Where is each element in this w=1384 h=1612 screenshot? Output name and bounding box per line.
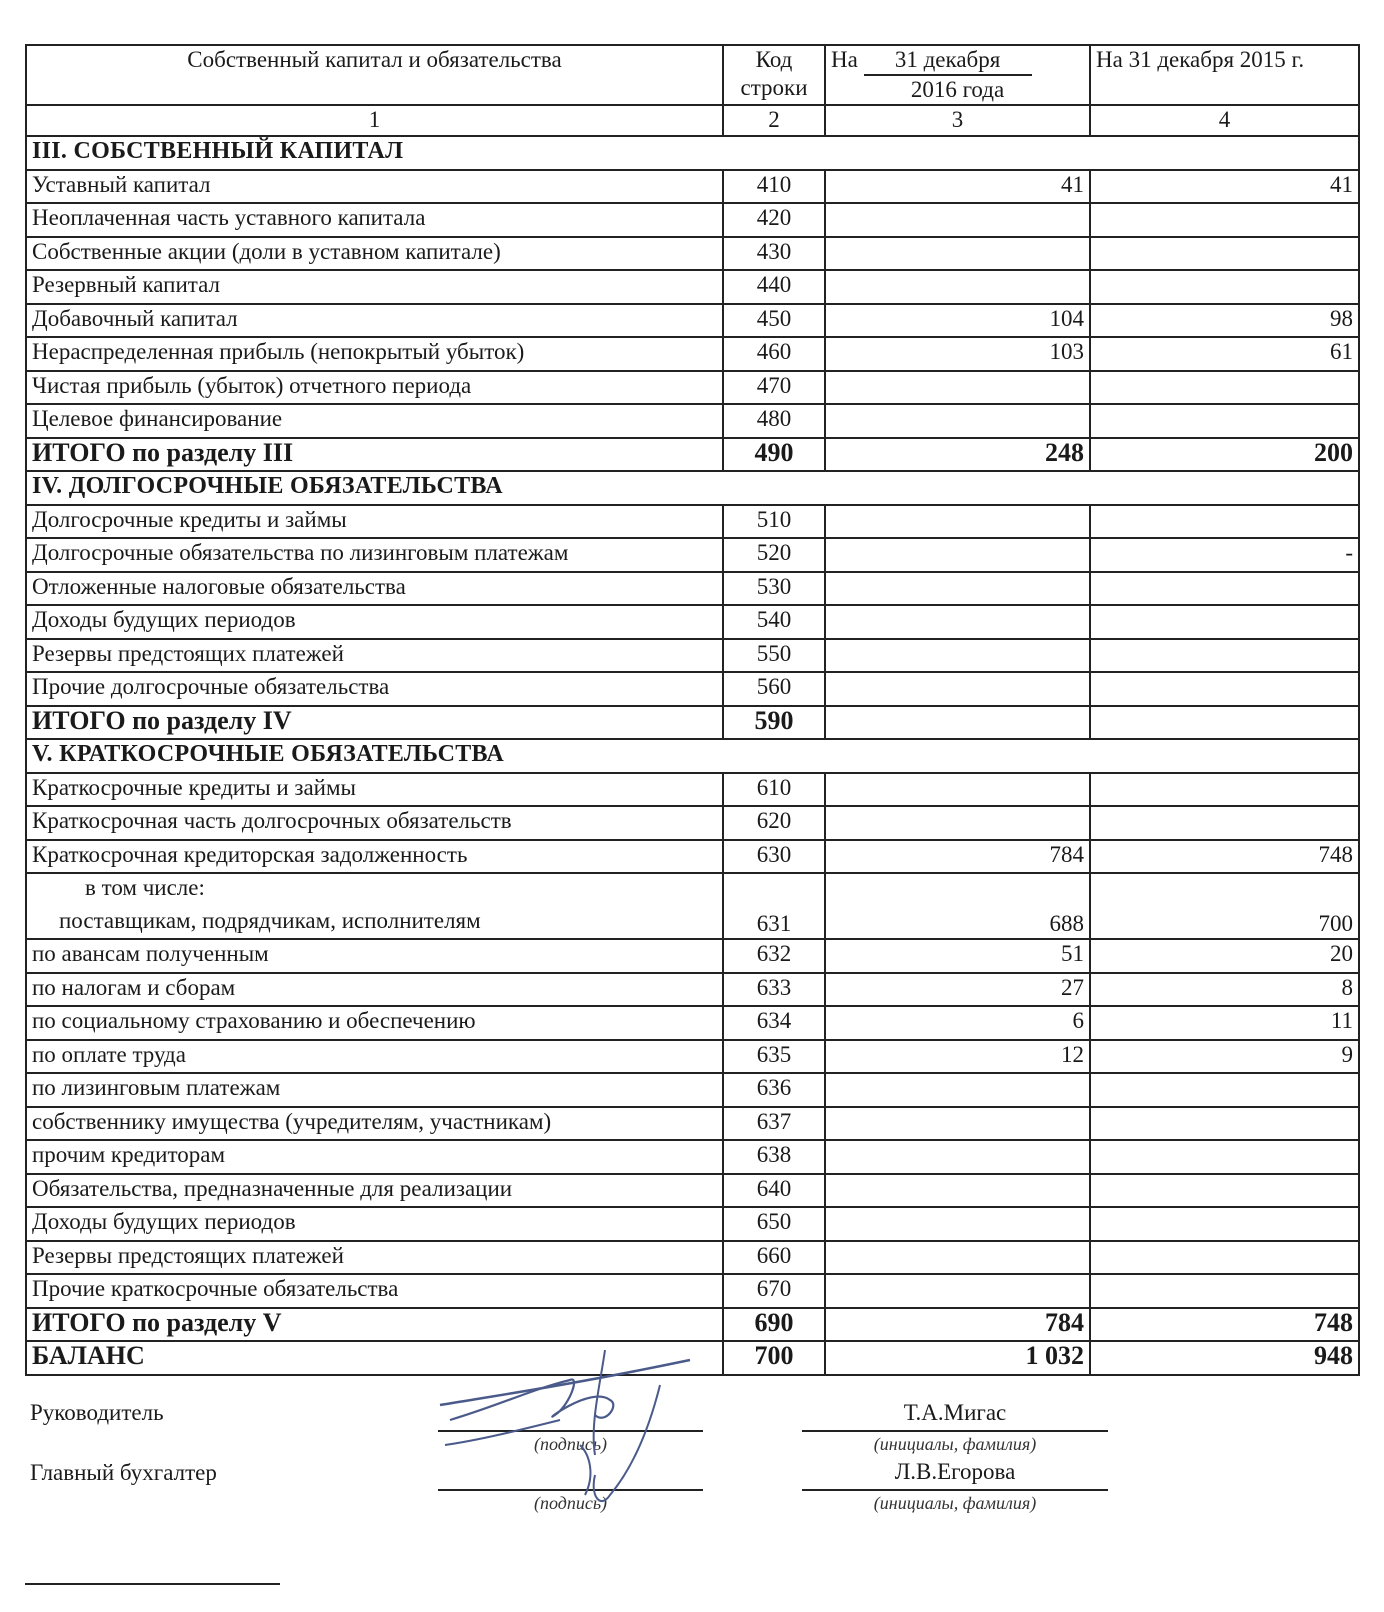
header-col-code	[723, 45, 825, 105]
table-row	[26, 1107, 1359, 1141]
row-code: 638	[723, 1140, 825, 1174]
table-row	[26, 304, 1359, 338]
row-label: по социальному страхованию и обеспечению	[26, 1006, 723, 1040]
value-2015	[1090, 1174, 1359, 1208]
value-2015	[1090, 237, 1359, 271]
head-label: Руководитель	[30, 1400, 164, 1425]
value-2016	[825, 203, 1090, 237]
value-2015: 61	[1090, 337, 1359, 371]
row-label: Резервный капитал	[26, 270, 723, 304]
row-label: Резервы предстоящих платежей	[26, 639, 723, 673]
value-2015: 9	[1090, 1040, 1359, 1074]
value-2016	[825, 672, 1090, 706]
row-label: Долгосрочные кредиты и займы	[26, 505, 723, 539]
row-code: 632	[723, 939, 825, 973]
row-code: 420	[723, 203, 825, 237]
value-2015	[1090, 672, 1359, 706]
row-code: 634	[723, 1006, 825, 1040]
table-row	[26, 1241, 1359, 1275]
value-2016: 12	[825, 1040, 1090, 1074]
row-code: 560	[723, 672, 825, 706]
section-row	[26, 471, 1359, 505]
row-label: Уставный капитал	[26, 170, 723, 204]
value-2016	[825, 505, 1090, 539]
row-code: 430	[723, 237, 825, 271]
row-label: по налогам и сборам	[26, 973, 723, 1007]
value-2015	[1090, 404, 1359, 438]
table-row	[26, 1040, 1359, 1074]
row-code: 650	[723, 1207, 825, 1241]
row-label: Доходы будущих периодов	[26, 605, 723, 639]
value-2016	[825, 404, 1090, 438]
row-label: Доходы будущих периодов	[26, 1207, 723, 1241]
accountant-name-caption: (инициалы, фамилия)	[873, 1493, 1037, 1513]
section-title: III. СОБСТВЕННЫЙ КАПИТАЛ	[26, 136, 1359, 170]
value-2015: 948	[1090, 1341, 1359, 1375]
row-code: 480	[723, 404, 825, 438]
table-row	[26, 237, 1359, 271]
row-label: Неоплаченная часть уставного капитала	[26, 203, 723, 237]
table-row	[26, 404, 1359, 438]
value-2015	[1090, 1241, 1359, 1275]
value-2016	[825, 806, 1090, 840]
value-2016: 103	[825, 337, 1090, 371]
value-2016	[825, 1107, 1090, 1141]
value-2015	[1090, 1274, 1359, 1308]
header-code-line1: Код	[755, 47, 793, 72]
value-2016	[825, 270, 1090, 304]
header-2016-prefix: На	[831, 47, 858, 72]
value-2016	[825, 1174, 1090, 1208]
row-label: собственнику имущества (учредителям, участникам)	[26, 1107, 723, 1141]
balance-table	[25, 44, 1360, 1376]
value-2015: 20	[1090, 939, 1359, 973]
index-cell: 2	[723, 105, 825, 136]
row-label: Целевое финансирование	[26, 404, 723, 438]
total-row	[26, 438, 1359, 472]
row-code: 640	[723, 1174, 825, 1208]
row-label: ИТОГО по разделу III	[26, 438, 723, 472]
table-row	[26, 1274, 1359, 1308]
value-2016: 1 032	[825, 1341, 1090, 1375]
table-row	[26, 572, 1359, 606]
value-2016: 688	[825, 873, 1090, 939]
table-body	[26, 136, 1359, 1375]
row-code: 410	[723, 170, 825, 204]
value-2015	[1090, 605, 1359, 639]
accountant-label: Главный бухгалтер	[30, 1460, 217, 1485]
row-code: 670	[723, 1274, 825, 1308]
value-2015	[1090, 706, 1359, 740]
row-code: 530	[723, 572, 825, 606]
header-2016-date: 31 декабря	[864, 46, 1032, 76]
row-code: 450	[723, 304, 825, 338]
row-code: 700	[723, 1341, 825, 1375]
row-label: Добавочный капитал	[26, 304, 723, 338]
value-2015	[1090, 806, 1359, 840]
row-label: Отложенные налоговые обязательства	[26, 572, 723, 606]
index-cell: 3	[825, 105, 1090, 136]
table-row	[26, 505, 1359, 539]
value-2016	[825, 706, 1090, 740]
value-2016: 784	[825, 1308, 1090, 1342]
footnote-line	[25, 1583, 280, 1585]
value-2016	[825, 639, 1090, 673]
row-label: ИТОГО по разделу IV	[26, 706, 723, 740]
section-title: IV. ДОЛГОСРОЧНЫЕ ОБЯЗАТЕЛЬСТВА	[26, 471, 1359, 505]
row-label: по авансам полученным	[26, 939, 723, 973]
value-2016	[825, 1274, 1090, 1308]
value-2016	[825, 605, 1090, 639]
value-2015: 8	[1090, 973, 1359, 1007]
table-row	[26, 973, 1359, 1007]
value-2016: 51	[825, 939, 1090, 973]
table-row	[26, 639, 1359, 673]
row-code: 540	[723, 605, 825, 639]
header-col-2015: На 31 декабря 2015 г.	[1090, 45, 1359, 105]
row-code: 590	[723, 706, 825, 740]
table-row	[26, 1073, 1359, 1107]
row-code: 460	[723, 337, 825, 371]
section-title: V. КРАТКОСРОЧНЫЕ ОБЯЗАТЕЛЬСТВА	[26, 739, 1359, 773]
table-row	[26, 773, 1359, 807]
header-2016-year: 2016 года	[910, 77, 1005, 102]
index-cell: 4	[1090, 105, 1359, 136]
row-code: 660	[723, 1241, 825, 1275]
value-2015	[1090, 270, 1359, 304]
row-label	[26, 873, 723, 939]
index-row	[26, 105, 1359, 136]
table-row	[26, 270, 1359, 304]
header-col-label: Собственный капитал и обязательства	[26, 45, 723, 105]
row-label: по оплате труда	[26, 1040, 723, 1074]
row-label: прочим кредиторам	[26, 1140, 723, 1174]
row-code: 631	[723, 873, 825, 939]
value-2016	[825, 1241, 1090, 1275]
value-2016	[825, 371, 1090, 405]
head-name: Т.А.Мигас	[903, 1400, 1007, 1425]
row-label: Резервы предстоящих платежей	[26, 1241, 723, 1275]
value-2015	[1090, 1207, 1359, 1241]
table-row	[26, 538, 1359, 572]
value-2015: 11	[1090, 1006, 1359, 1040]
row-code: 635	[723, 1040, 825, 1074]
value-2015	[1090, 505, 1359, 539]
head-sign-caption: (подпись)	[533, 1434, 608, 1454]
value-2016	[825, 1073, 1090, 1107]
row-label: Нераспределенная прибыль (непокрытый убыток)	[26, 337, 723, 371]
value-2015	[1090, 572, 1359, 606]
row-code: 690	[723, 1308, 825, 1342]
value-2016: 27	[825, 973, 1090, 1007]
header-col-2016	[825, 45, 1090, 105]
row-label: ИТОГО по разделу V	[26, 1308, 723, 1342]
value-2015	[1090, 639, 1359, 673]
value-2015	[1090, 1107, 1359, 1141]
total-row	[26, 706, 1359, 740]
row-code: 490	[723, 438, 825, 472]
value-2015: 748	[1090, 1308, 1359, 1342]
value-2016: 6	[825, 1006, 1090, 1040]
value-2016: 784	[825, 840, 1090, 874]
value-2015: 41	[1090, 170, 1359, 204]
row-code: 440	[723, 270, 825, 304]
row-label: Краткосрочная кредиторская задолженность	[26, 840, 723, 874]
table-row	[26, 605, 1359, 639]
row-code: 636	[723, 1073, 825, 1107]
table-row	[26, 840, 1359, 874]
row-label: Собственные акции (доли в уставном капитале)	[26, 237, 723, 271]
value-2015: 700	[1090, 873, 1359, 939]
table-row	[26, 170, 1359, 204]
row-label: Чистая прибыль (убыток) отчетного периода	[26, 371, 723, 405]
row-code: 620	[723, 806, 825, 840]
value-2015	[1090, 203, 1359, 237]
row-code: 610	[723, 773, 825, 807]
value-2015	[1090, 773, 1359, 807]
row-code: 633	[723, 973, 825, 1007]
header-row	[26, 45, 1359, 105]
value-2016	[825, 1207, 1090, 1241]
value-2016	[825, 572, 1090, 606]
total-row	[26, 1308, 1359, 1342]
row-code: 510	[723, 505, 825, 539]
table-row	[26, 371, 1359, 405]
table-row	[26, 337, 1359, 371]
value-2016: 104	[825, 304, 1090, 338]
head-name-line	[802, 1430, 1108, 1432]
head-name-caption: (инициалы, фамилия)	[873, 1434, 1037, 1454]
value-2016	[825, 1140, 1090, 1174]
value-2016: 41	[825, 170, 1090, 204]
value-2015	[1090, 1140, 1359, 1174]
accountant-name: Л.В.Егорова	[894, 1459, 1016, 1484]
row-code: 550	[723, 639, 825, 673]
header-code-line2: строки	[740, 75, 808, 100]
table-row	[26, 672, 1359, 706]
value-2015	[1090, 1073, 1359, 1107]
value-2016	[825, 773, 1090, 807]
section-row	[26, 136, 1359, 170]
row-label: БАЛАНС	[26, 1341, 723, 1375]
row-label: Прочие краткосрочные обязательства	[26, 1274, 723, 1308]
value-2015: 200	[1090, 438, 1359, 472]
table-row	[26, 873, 1359, 939]
value-2015: -	[1090, 538, 1359, 572]
row-code: 520	[723, 538, 825, 572]
table-row	[26, 1207, 1359, 1241]
table-row	[26, 1174, 1359, 1208]
index-cell: 1	[26, 105, 723, 136]
accountant-sign-caption: (подпись)	[533, 1493, 608, 1513]
section-row	[26, 739, 1359, 773]
row-label: Краткосрочная часть долгосрочных обязательств	[26, 806, 723, 840]
row-label: по лизинговым платежам	[26, 1073, 723, 1107]
table-row	[26, 806, 1359, 840]
row-label: Обязательства, предназначенные для реализации	[26, 1174, 723, 1208]
row-code: 470	[723, 371, 825, 405]
value-2016: 248	[825, 438, 1090, 472]
value-2015: 98	[1090, 304, 1359, 338]
table-row	[26, 1140, 1359, 1174]
value-2016	[825, 538, 1090, 572]
table-row	[26, 203, 1359, 237]
row-code: 630	[723, 840, 825, 874]
table-row	[26, 939, 1359, 973]
signature-scribble	[420, 1345, 700, 1545]
row-label: Краткосрочные кредиты и займы	[26, 773, 723, 807]
accountant-name-line	[802, 1489, 1108, 1491]
row-label-prefix: в том числе:	[85, 875, 205, 900]
row-label: Долгосрочные обязательства по лизинговым платежам	[26, 538, 723, 572]
table-row	[26, 1006, 1359, 1040]
row-code: 637	[723, 1107, 825, 1141]
row-label: Прочие долгосрочные обязательства	[26, 672, 723, 706]
value-2015: 748	[1090, 840, 1359, 874]
value-2016	[825, 237, 1090, 271]
row-label-text: поставщикам, подрядчикам, исполнителям	[59, 908, 481, 933]
value-2015	[1090, 371, 1359, 405]
